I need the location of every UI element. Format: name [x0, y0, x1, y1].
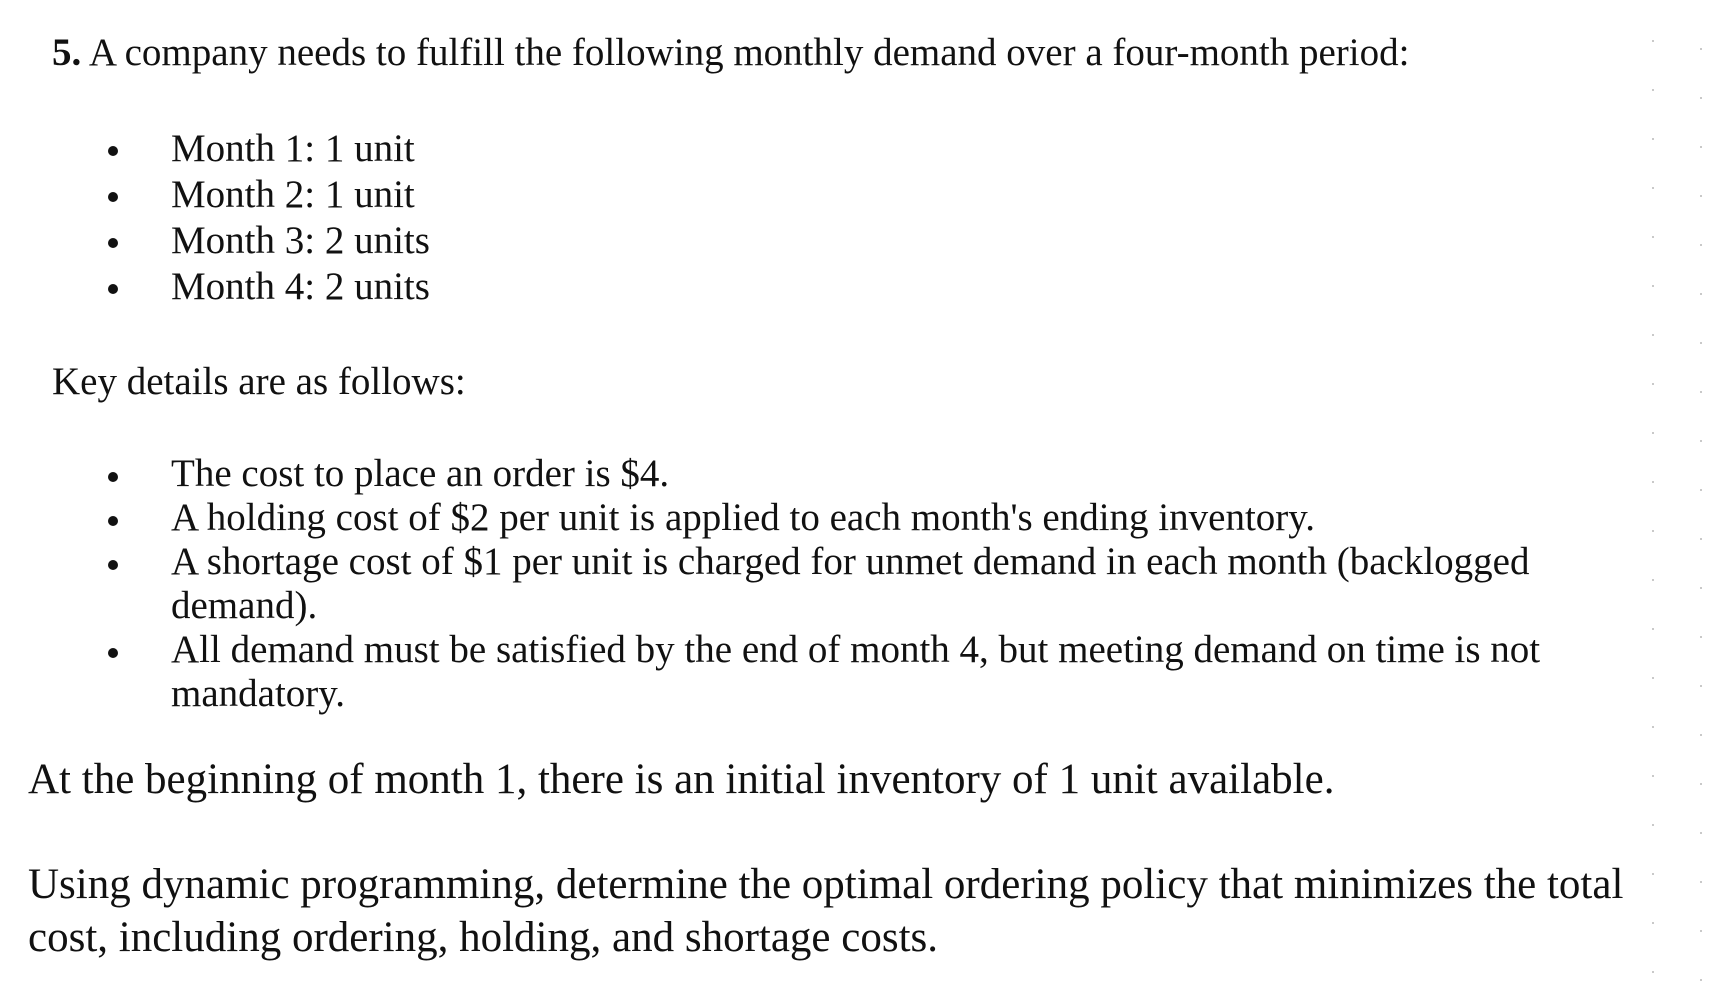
- dot: [1700, 48, 1702, 50]
- dot: [1652, 481, 1654, 483]
- bullet-icon: [108, 284, 118, 294]
- dot: [1700, 244, 1702, 246]
- dot: [1652, 236, 1654, 238]
- dot: [1652, 628, 1654, 630]
- dot: [1700, 489, 1702, 491]
- question-heading: [52, 28, 1409, 78]
- dot: [1700, 734, 1702, 736]
- dot: [1700, 587, 1702, 589]
- dot: [1700, 685, 1702, 687]
- initial-inventory-text: At the beginning of month 1, there is an initial inventory of 1 unit available.: [28, 756, 1335, 803]
- list-item: [0, 540, 1591, 628]
- dot: [1652, 922, 1654, 924]
- dot: [1652, 334, 1654, 336]
- details-list: [0, 452, 1591, 716]
- bullet-icon: [108, 146, 118, 156]
- list-item: [0, 496, 1591, 540]
- dot: [1700, 881, 1702, 883]
- task-text: Using dynamic programming, determine the optimal ordering policy that minimizes the total cost, including ordering, holding, and shortage costs.: [28, 861, 1624, 961]
- question-intro: A company needs to fulfill the following monthly demand over a four-month period:: [88, 31, 1410, 74]
- list-item: [0, 126, 1591, 172]
- dot: [1700, 342, 1702, 344]
- dot: [1652, 579, 1654, 581]
- dot: [1652, 530, 1654, 532]
- dot: [1652, 138, 1654, 140]
- order-cost-detail: The cost to place an order is $4.: [171, 452, 670, 495]
- dot: [1652, 383, 1654, 385]
- bullet-icon: [108, 516, 118, 526]
- dot: [1700, 146, 1702, 148]
- list-item: [0, 172, 1591, 218]
- list-item: [0, 628, 1591, 716]
- demand-month-2: Month 2: 1 unit: [171, 173, 415, 216]
- page-edge-dots: [1652, 0, 1655, 1000]
- dot: [1652, 726, 1654, 728]
- dot: [1652, 971, 1654, 973]
- demand-month-3: Month 3: 2 units: [171, 219, 430, 262]
- dot: [1652, 285, 1654, 287]
- list-item: [0, 452, 1591, 496]
- page-edge-dots: [1700, 0, 1703, 1000]
- dot: [1700, 979, 1702, 981]
- bullet-icon: [108, 192, 118, 202]
- dot: [1700, 832, 1702, 834]
- dot: [1652, 432, 1654, 434]
- dot: [1652, 824, 1654, 826]
- dot: [1700, 391, 1702, 393]
- demand-list: [0, 126, 1591, 310]
- bullet-icon: [108, 560, 118, 570]
- bullet-icon: [108, 238, 118, 248]
- bullet-icon: [108, 472, 118, 482]
- shortage-cost-detail: A shortage cost of $1 per unit is charged for unmet demand in each month (backlogged demand).: [171, 540, 1530, 627]
- dot: [1700, 97, 1702, 99]
- dot: [1652, 187, 1654, 189]
- dot: [1652, 89, 1654, 91]
- dot: [1652, 873, 1654, 875]
- dot: [1700, 636, 1702, 638]
- demand-deadline-detail: All demand must be satisfied by the end of month 4, but meeting demand on time is not mandatory.: [171, 628, 1541, 715]
- question-number: 5.: [52, 31, 82, 74]
- list-item: [0, 218, 1591, 264]
- dot: [1652, 677, 1654, 679]
- dot: [1700, 440, 1702, 442]
- demand-month-1: Month 1: 1 unit: [171, 127, 415, 170]
- dot: [1700, 195, 1702, 197]
- key-details-heading: Key details are as follows:: [52, 360, 466, 403]
- list-item: [0, 264, 1591, 310]
- dot: [1652, 775, 1654, 777]
- dot: [1700, 930, 1702, 932]
- dot: [1700, 293, 1702, 295]
- dot: [1652, 40, 1654, 42]
- dot: [1700, 538, 1702, 540]
- holding-cost-detail: A holding cost of $2 per unit is applied to each month's ending inventory.: [171, 496, 1315, 539]
- demand-month-4: Month 4: 2 units: [171, 265, 430, 308]
- bullet-icon: [108, 648, 118, 658]
- dot: [1700, 783, 1702, 785]
